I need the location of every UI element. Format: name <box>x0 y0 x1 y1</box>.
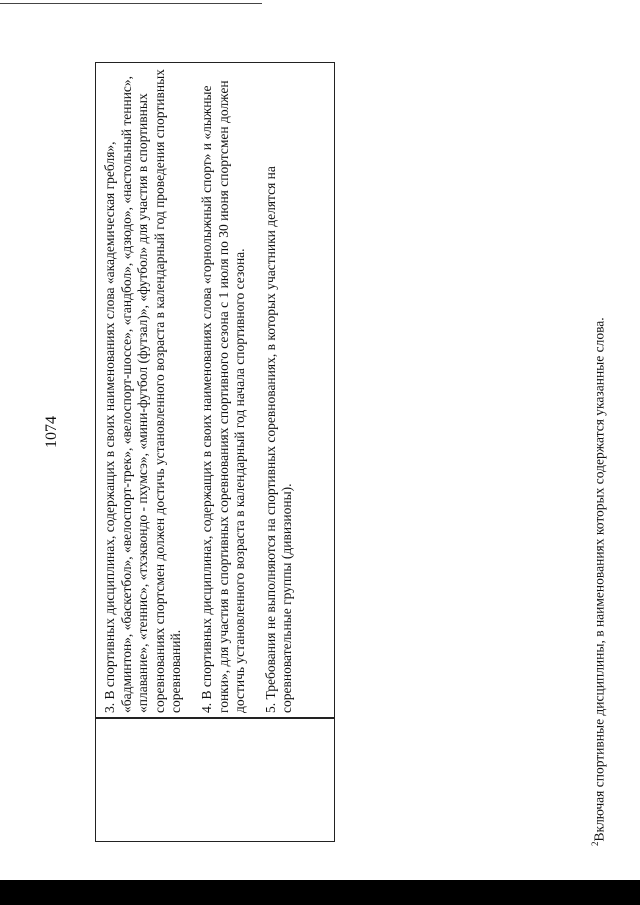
paragraph-5: 5. Требования не выполняются на спортивных соревнованиях, в которых участники делятся на соревновательные группы (дивизионы). <box>262 166 295 713</box>
paragraph-3: 3. В спортивных дисциплинах, содержащих в своих наименованиях слова «академическая гребля», «бадминтон», «баскетбол», «велоспорт-трек», «велоспорт-шоссе», «гандбол», «дзюдо», «настольный теннис», «плавание», «теннис», «тхэквондо - пхумсэ», «мини-футбол (футзал)», «футбол» для участия в спортивных соревнованиях спортсмен должен достичь установленного возраста в календарный год проведения спортивных соревнований. <box>102 69 184 713</box>
table-column-divider <box>96 717 334 719</box>
scan-bottom-edge <box>0 880 640 905</box>
table-cell-text <box>102 63 332 713</box>
footnote-marker: 2 <box>590 841 600 846</box>
paragraph-4: 4. В спортивных дисциплинах, содержащих в своих наименованиях слова «горнолыжный спорт» и «лыжные гонки», для участия в спортивных соревнованиях спортивного сезона с 1 июля по 30 июня спортсмен должен достичь установленного возраста в календарный год начала спортивного сезона. <box>198 80 248 713</box>
footnote-text: Включая спортивные дисциплины, в наименованиях которых содержатся указанные слова. <box>591 317 607 842</box>
page-number: 1074 <box>43 416 60 448</box>
top-rule <box>0 3 262 4</box>
footnote <box>587 246 608 846</box>
